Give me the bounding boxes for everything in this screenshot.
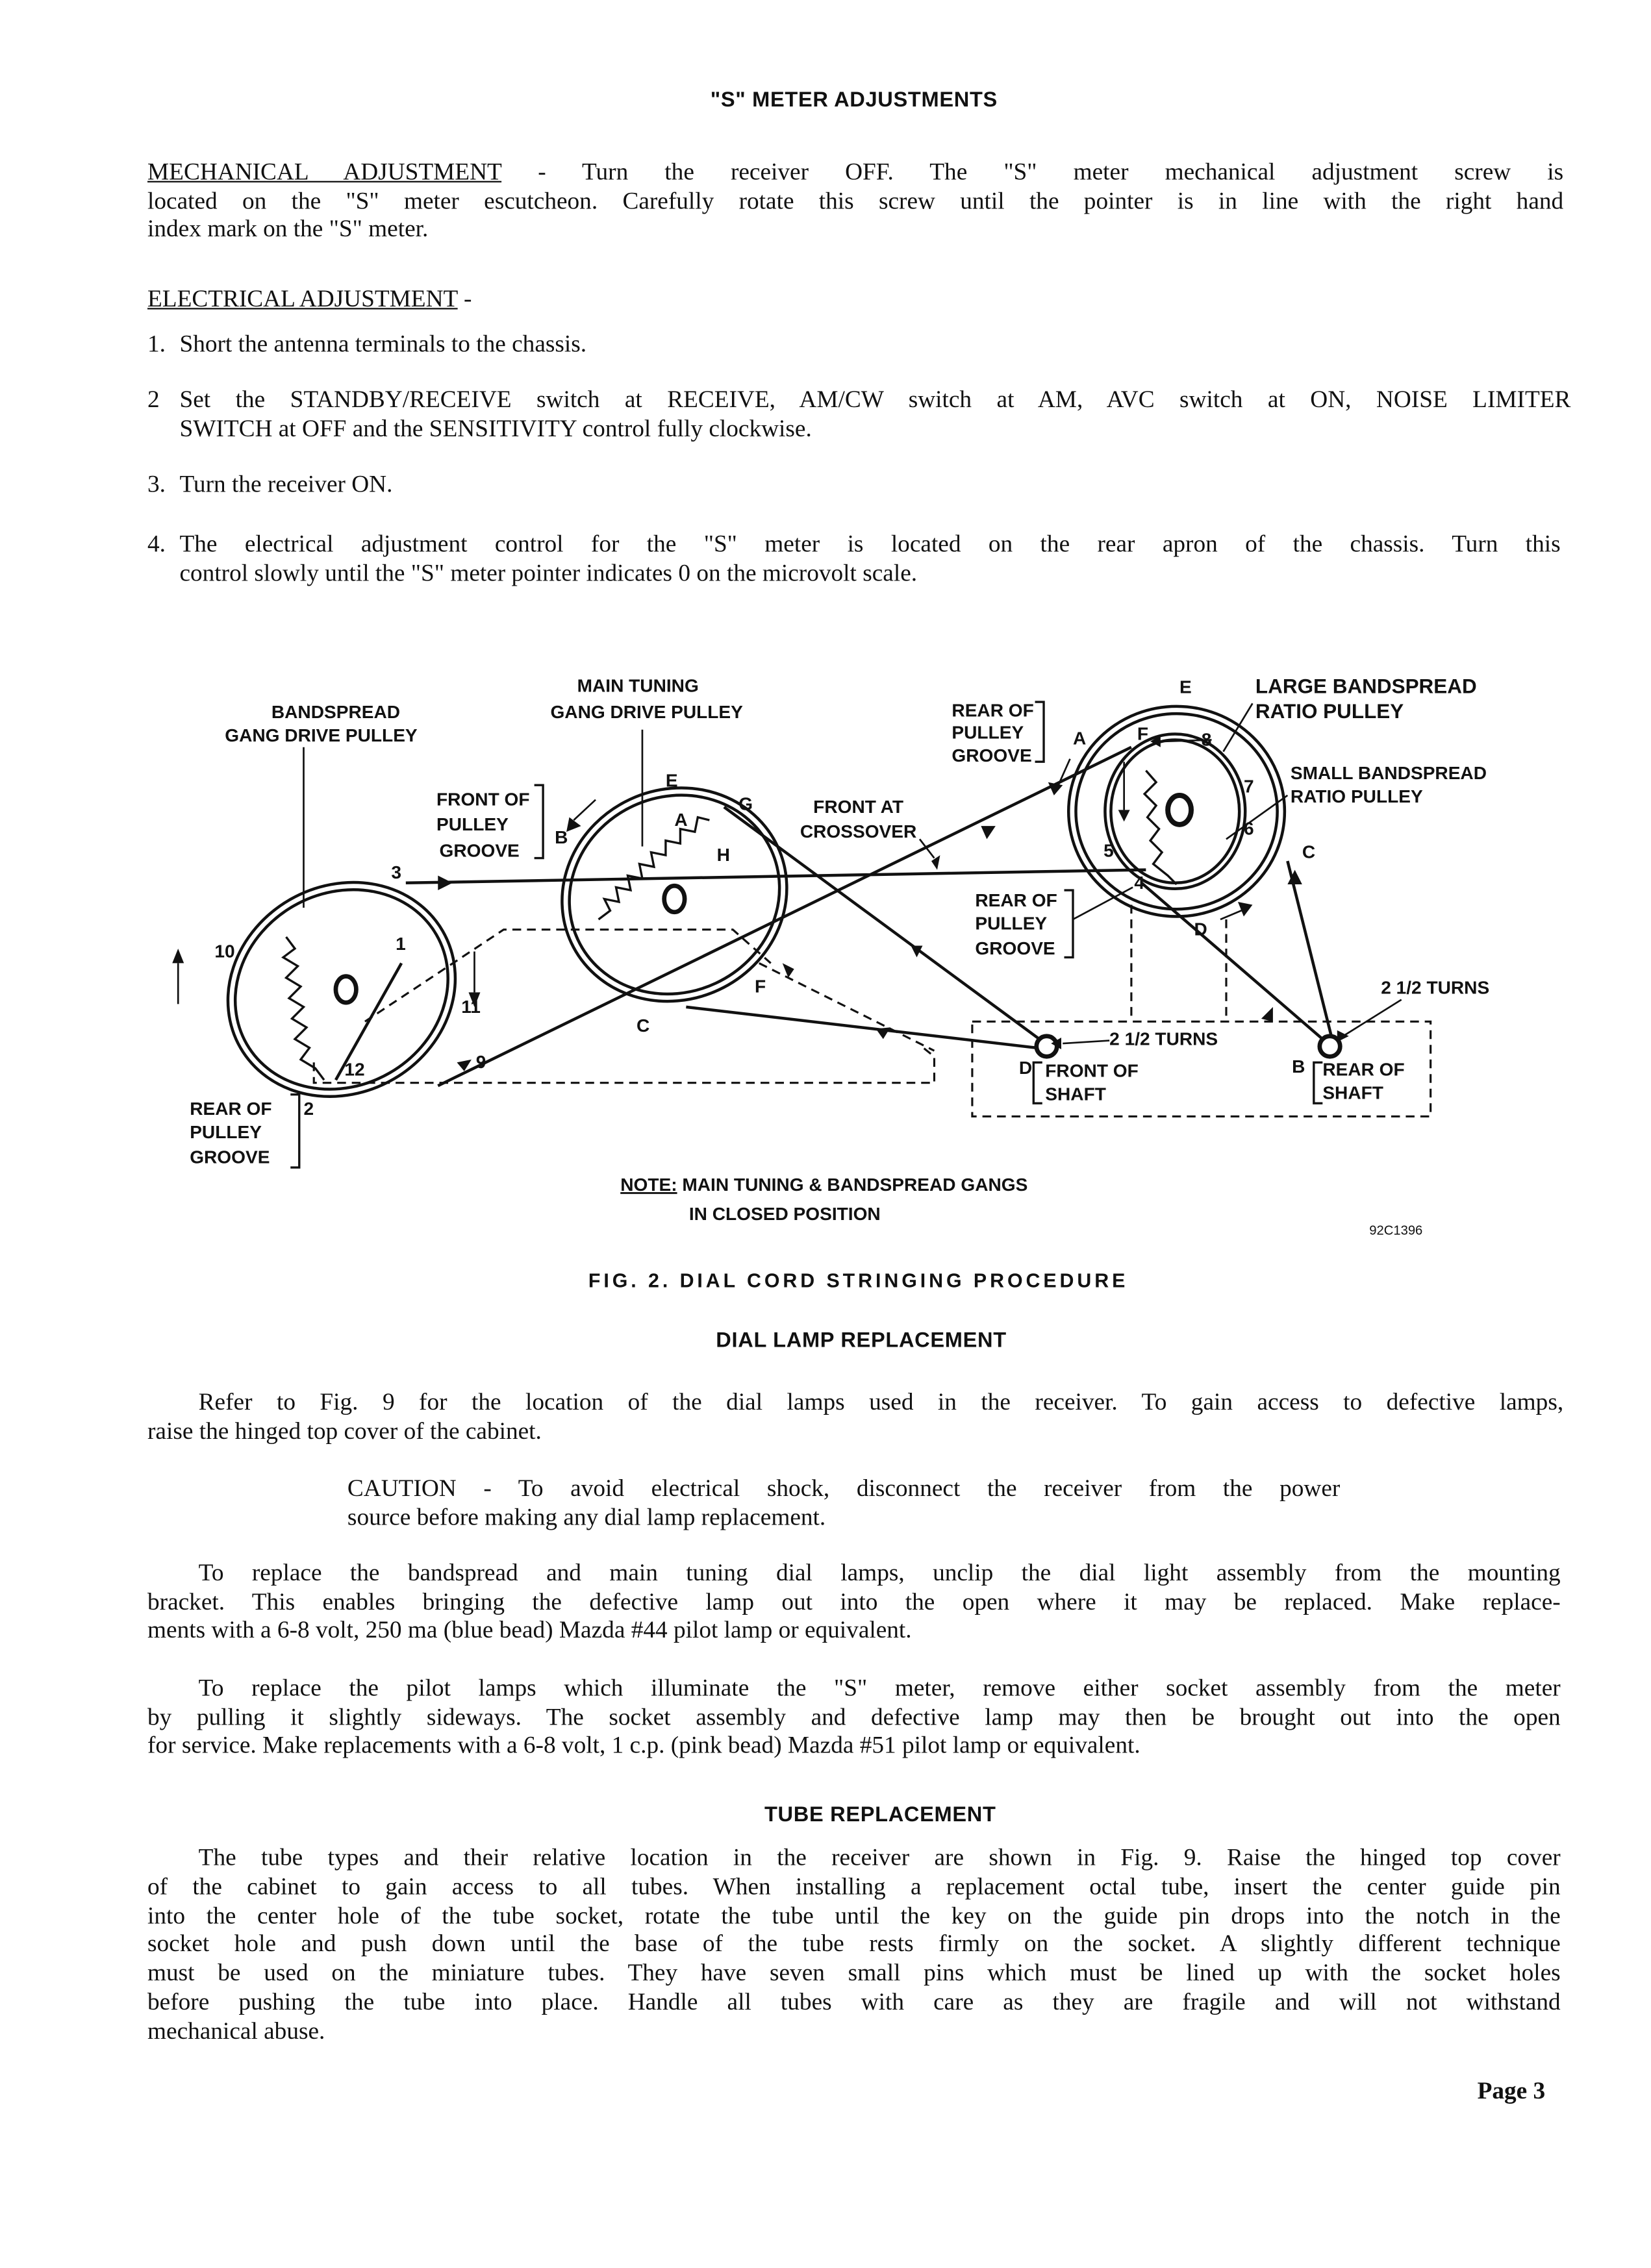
text-line: To replace the bandspread and main tuning dial lamps, unclip the dial light assembly from the mounting — [198, 1558, 1561, 1587]
label-gang-drive-pulley: GANG DRIVE PULLEY — [550, 701, 743, 722]
label-ratio-pulley: RATIO PULLEY — [1290, 786, 1423, 807]
text-line: socket hole and push down until the base of the tube rests firmly on the socket. A slightly different technique — [147, 1930, 1561, 1958]
label-main-tuning: MAIN TUNING — [577, 675, 699, 696]
label-rear-of: REAR OF — [190, 1099, 272, 1119]
tube-replacement-paragraph — [147, 1843, 1561, 2045]
page-number: Page 3 — [1477, 2076, 1546, 2105]
text-line: ments with a 6-8 volt, 250 ma (blue bead) Mazda #44 pilot lamp or equivalent. — [147, 1615, 912, 1644]
label-groove: GROOVE — [975, 938, 1055, 958]
text-line: Turn the receiver ON. — [179, 469, 393, 498]
label-11: 11 — [461, 996, 481, 1017]
label-D: D — [1018, 1058, 1033, 1078]
note-line-1: MAIN TUNING & BANDSPREAD GANGS — [677, 1175, 1028, 1195]
label-rear-of: REAR OF — [952, 700, 1034, 721]
text-line: for service. Make replacements with a 6-8 volt, 1 c.p. (pink bead) Mazda #51 pilot lamp or equivalent. — [147, 1731, 1141, 1759]
label-shaft: SHAFT — [1045, 1084, 1106, 1104]
label-F: F — [755, 976, 766, 997]
label-front-at: FRONT AT — [813, 796, 903, 817]
label-pulley: PULLEY — [190, 1122, 262, 1143]
text-line: source before making any dial lamp replacement. — [347, 1502, 826, 1530]
label-ratio-pulley: RATIO PULLEY — [1255, 699, 1404, 723]
text-line: Refer to Fig. 9 for the location of the dial lamps used in the receiver. To gain access to defective lamps, — [198, 1388, 1564, 1416]
text-line: mechanical abuse. — [147, 2016, 325, 2045]
label-groove: GROOVE — [439, 840, 520, 861]
label-2-half-turns: 2 1/2 TURNS — [1109, 1028, 1218, 1049]
label-C: C — [636, 1016, 650, 1036]
label-E: E — [665, 770, 678, 791]
bandspread-gang-drive-pulley — [188, 841, 494, 1138]
text-line: index mark on the "S" meter. — [147, 214, 429, 243]
text-span: - Turn the receiver OFF. The "S" meter mechanical adjustment screw is — [501, 157, 1564, 186]
text-line: before pushing the tube into place. Handle all tubes with care as they are fragile and will not withstand — [147, 1988, 1561, 2015]
text-span: - — [457, 284, 472, 312]
step-number: 1. — [147, 329, 166, 358]
label-small-bandspread: SMALL BANDSPREAD — [1290, 763, 1487, 784]
label-C: C — [1302, 841, 1316, 862]
mechanical-adjustment-heading: MECHANICAL ADJUSTMENT — [147, 157, 502, 186]
label-9: 9 — [475, 1052, 486, 1073]
note-prefix: NOTE: — [620, 1175, 677, 1195]
large-bandspread-ratio-pulley — [1068, 706, 1285, 917]
label-A: A — [674, 810, 688, 830]
label-front-of-shaft: FRONT OF — [1045, 1060, 1139, 1081]
label-E: E — [1179, 677, 1192, 697]
label-A: A — [1072, 728, 1087, 749]
label-H: H — [716, 845, 730, 866]
label-B: B — [555, 827, 568, 848]
page-title: "S" METER ADJUSTMENTS — [710, 89, 998, 113]
electrical-adjustment-heading: ELECTRICAL ADJUSTMENT — [147, 284, 458, 312]
arrowheads — [172, 736, 1349, 1071]
label-shaft: SHAFT — [1322, 1082, 1383, 1103]
dial-lamp-paragraph-1 — [147, 1388, 1563, 1445]
caution-paragraph — [347, 1474, 1340, 1531]
text-line: CAUTION - To avoid electrical shock, disconnect the receiver from the power — [347, 1474, 1341, 1502]
note-line-2: IN CLOSED POSITION — [688, 1203, 881, 1224]
label-D: D — [1194, 919, 1207, 940]
label-bandspread: BANDSPREAD — [271, 701, 401, 722]
text-line: Set the STANDBY/RECEIVE switch at RECEIVE, AM/CW switch at AM, AVC switch at ON, NOISE LIMITER — [179, 385, 1571, 414]
label-12: 12 — [344, 1059, 365, 1080]
label-rear-of: REAR OF — [975, 890, 1057, 910]
text-line: by pulling it slightly sideways. The socket assembly and defective lamp may then be brought out into the open — [147, 1702, 1561, 1730]
label-4: 4 — [1134, 872, 1145, 893]
text-line: must be used on the miniature tubes. They have seven small pins which must be lined up with the socket holes — [147, 1958, 1561, 1987]
label-2-half-turns: 2 1/2 TURNS — [1381, 977, 1490, 998]
text-line: control slowly until the "S" meter pointer indicates 0 on the microvolt scale. — [179, 558, 918, 586]
label-6: 6 — [1243, 818, 1254, 839]
dial-lamp-paragraph-2 — [147, 1558, 1561, 1644]
label-pulley: PULLEY — [975, 913, 1048, 934]
label-groove: GROOVE — [952, 745, 1032, 766]
tube-replacement-heading: TUBE REPLACEMENT — [764, 1804, 996, 1827]
label-pulley: PULLEY — [952, 722, 1024, 743]
dial-lamp-heading: DIAL LAMP REPLACEMENT — [716, 1329, 1007, 1353]
label-B: B — [1292, 1056, 1305, 1077]
label-8: 8 — [1201, 729, 1212, 750]
text-line: To replace the pilot lamps which illuminate the "S" meter, remove either socket assembly from the meter — [198, 1673, 1561, 1702]
label-crossover: CROSSOVER — [800, 821, 917, 842]
label-2: 2 — [303, 1099, 314, 1119]
step-number: 2 — [147, 385, 160, 414]
label-front-of: FRONT OF — [436, 789, 530, 810]
note-label — [620, 1175, 1027, 1195]
label-gang-drive-pulley: GANG DRIVE PULLEY — [225, 725, 418, 745]
step-number: 4. — [147, 529, 166, 558]
label-rear-of-shaft: REAR OF — [1322, 1059, 1405, 1080]
label-7: 7 — [1243, 776, 1254, 797]
text-line: into the center hole of the tube socket, rotate the tube until the key on the guide pin drops into the notch in the — [147, 1900, 1561, 1929]
text-line: The electrical adjustment control for the "S" meter is located on the rear apron of the chassis. Turn this — [179, 529, 1561, 558]
rear-shaft — [1320, 1036, 1340, 1056]
text-line: located on the "S" meter escutcheon. Carefully rotate this screw until the pointer is in line with the right hand — [147, 186, 1564, 214]
label-1: 1 — [396, 934, 406, 954]
label-groove: GROOVE — [190, 1147, 270, 1167]
label-5: 5 — [1103, 840, 1114, 861]
text-line: The tube types and their relative location in the receiver are shown in Fig. 9. Raise the hinged top cover — [198, 1843, 1561, 1871]
label-G: G — [738, 793, 753, 814]
dial-lamp-paragraph-3 — [147, 1674, 1561, 1760]
figure-caption: FIG. 2. DIAL CORD STRINGING PROCEDURE — [588, 1269, 1129, 1292]
text-line: raise the hinged top cover of the cabinet. — [147, 1416, 542, 1445]
text-line: Short the antenna terminals to the chassis. — [179, 329, 587, 358]
text-line: of the cabinet to gain access to all tubes. When installing a replacement octal tube, insert the center guide pin — [147, 1872, 1561, 1900]
label-pulley: PULLEY — [436, 814, 509, 834]
text-line: SWITCH at OFF and the SENSITIVITY control fully clockwise. — [179, 414, 812, 442]
label-large-bandspread: LARGE BANDSPREAD — [1255, 675, 1477, 698]
drawing-number: 92C1396 — [1369, 1223, 1423, 1238]
front-shaft — [1037, 1036, 1057, 1056]
main-tuning-gang-drive-pulley — [527, 751, 822, 1038]
label-F: F — [1137, 723, 1149, 744]
step-number: 3. — [147, 469, 166, 498]
text-line: bracket. This enables bringing the defective lamp out into the open where it may be replaced. Make replace- — [147, 1587, 1561, 1615]
label-10: 10 — [214, 941, 235, 962]
label-3: 3 — [391, 862, 401, 883]
